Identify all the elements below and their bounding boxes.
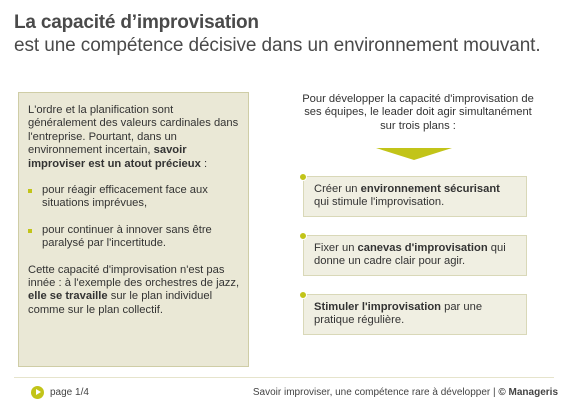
footer-caption-text: Savoir improviser, une compétence rare à développer bbox=[252, 387, 491, 398]
action-box-3 bbox=[303, 294, 527, 335]
down-arrow-icon bbox=[376, 148, 452, 160]
intro-text: Pour développer la capacité d'improvisation de ses équipes, le leader doit agir simultanément sur trois plans : bbox=[302, 93, 534, 132]
context-p2-end: sur le plan individuel comme sur le plan collectif. bbox=[28, 290, 213, 316]
page-subtitle: est une compétence décisive dans un environnement mouvant. bbox=[14, 35, 541, 56]
context-text bbox=[28, 104, 243, 330]
footer-separator: | bbox=[490, 387, 499, 398]
context-p2-emphasis: elle se travaille bbox=[28, 290, 108, 303]
bullet-icon bbox=[28, 189, 32, 193]
play-circle-icon[interactable] bbox=[31, 386, 44, 399]
copyright: © Manageris bbox=[498, 387, 558, 398]
box-marker-icon bbox=[299, 291, 307, 299]
action-2-end: qui donne un cadre clair pour agir. bbox=[314, 242, 506, 268]
action-1-emphasis: environnement sécurisant bbox=[360, 183, 500, 195]
footer-divider bbox=[14, 377, 554, 378]
action-1-text: Créer un bbox=[314, 183, 361, 195]
bullet-text: pour continuer à innover sans être paralysé par l'incertitude. bbox=[42, 223, 212, 250]
page-title: La capacité d’improvisation bbox=[14, 12, 259, 33]
context-p1-end: : bbox=[200, 157, 208, 170]
action-box-2 bbox=[303, 235, 527, 276]
box-marker-icon bbox=[299, 232, 307, 240]
action-1-end: qui stimule l'improvisation. bbox=[314, 196, 445, 209]
context-p1-emphasis: savoir improviser est un atout précieux bbox=[28, 144, 201, 170]
context-paragraph-1 bbox=[28, 104, 243, 171]
bullet-text: pour réagir efficacement face aux situations imprévues, bbox=[42, 184, 208, 210]
action-3-emphasis: Stimuler l'improvisation bbox=[314, 301, 441, 313]
context-paragraph-2 bbox=[28, 264, 243, 318]
context-panel bbox=[18, 92, 249, 367]
action-box-1 bbox=[303, 176, 527, 217]
list-item bbox=[28, 184, 243, 211]
page-number[interactable]: page 1/4 bbox=[50, 387, 89, 398]
list-item bbox=[28, 224, 243, 251]
action-3-end: par une pratique régulière. bbox=[314, 301, 483, 327]
box-marker-icon bbox=[299, 173, 307, 181]
footer-caption bbox=[253, 387, 558, 398]
context-p1-text: L'ordre et la planification sont généralement des valeurs cardinales dans l'entreprise. Pourtant, dans un environnement incertain, bbox=[28, 104, 239, 157]
action-2-text: Fixer un bbox=[314, 242, 358, 254]
context-p2-text: Cette capacité d'improvisation n'est pas innée : à l'exemple des orchestres de jazz, bbox=[28, 263, 240, 290]
action-2-emphasis: canevas d'improvisation bbox=[357, 242, 488, 254]
bullet-icon bbox=[28, 229, 32, 233]
